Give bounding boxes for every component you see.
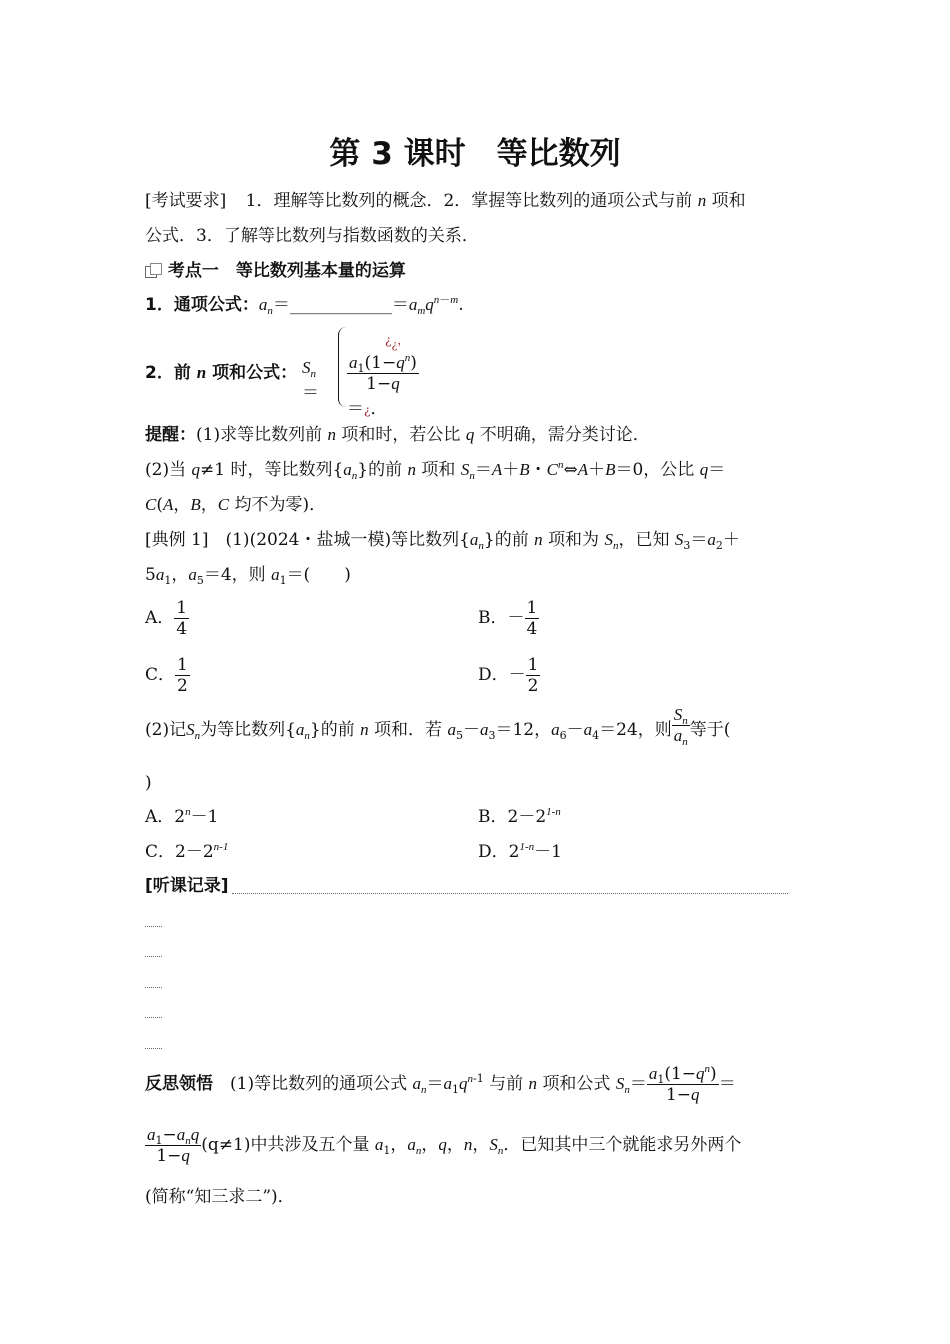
reflection-line-3: (简称“知三求二”)．	[145, 1187, 295, 1207]
reminder-3: C(A，B，C 均不为零)．	[145, 495, 327, 515]
requirements-line-2: 公式．3．了解等比数列与指数函数的关系．	[145, 226, 479, 246]
requirements-line-1: [考试要求] 1．理解等比数列的概念．2．掌握等比数列的通项公式与前 n 项和	[145, 191, 746, 211]
example-q2-close: )	[145, 773, 152, 793]
reminder-2: (2)当 q≠1 时，等比数列$\{a_n\}$的前 n 项和 $S_n=A+B$・$C^n\Leftrightarrow A+B=0$，公比 q＝	[145, 459, 726, 482]
choice-d-2[interactable]: D．$2^{1-n}-1$	[478, 841, 562, 862]
notes-line-1[interactable]	[232, 893, 788, 894]
example-q1: [典例 1] (1)(2024・盐城一模)等比数列$\{a_n\}$的前 n 项和为 $S_n$，已知 $S_3=a_2+$	[145, 530, 740, 552]
choice-a-2[interactable]: A．$2^n-1$	[145, 806, 219, 827]
choice-c-2[interactable]: C．$2-2^{n-1}$	[145, 841, 229, 862]
notes-line-5[interactable]	[145, 1017, 162, 1018]
notes-line-6[interactable]	[145, 1048, 162, 1049]
section-icon	[145, 263, 162, 278]
formula-general-term: 1．通项公式：$a_n=\_\_\_\_\_\_\_\_\_\_\_\_=a_mq^{n-m}$.	[145, 293, 464, 317]
choice-b-1[interactable]: B．－ $\frac{1}{4}$	[478, 598, 538, 639]
requirements-tag: [考试要求]	[145, 191, 227, 211]
choice-c-1[interactable]: C． $\frac{1}{2}$	[145, 655, 188, 696]
choice-a-1[interactable]: A． $\frac{1}{4}$	[145, 598, 188, 639]
choice-b-2[interactable]: B．$2-2^{1-n}$	[478, 806, 561, 827]
notes-line-3[interactable]	[145, 956, 162, 957]
brace	[338, 327, 347, 407]
reflection-line-2: $\frac{a_1-a_nq}{1-q}$ (q≠1)中共涉及五个量 $a_1$，$a_n$，q，n，$S_n$．已知其中三个就能求另外两个	[147, 1125, 742, 1166]
example-q2: (2)记$S_n$为等比数列$\{a_n\}$的前 n 项和．若 $a_5-a_3=12$，$a_6-a_4=24$，则 $\frac{S_n}{a_n}$ 等于(	[145, 705, 731, 748]
notes-line-4[interactable]	[145, 987, 162, 988]
notes-line-2[interactable]	[145, 926, 162, 927]
reminder-1: 提醒：(1)求等比数列前 n 项和时，若公比 q 不明确，需分类讨论．	[145, 425, 650, 445]
reflection-line-1: 反思领悟 (1)等比数列的通项公式 $a_n=a_1q^{n-1}$ 与前 n 项和公式 $S_n=$ $\frac{a_1(1-q^n)}{1-q}$ ＝	[145, 1063, 736, 1105]
page-title: 第 3 课时 等比数列	[329, 136, 621, 172]
example-q1-line2: $5a_1$，$a_5=4$，则 $a_1=$( )	[145, 565, 351, 587]
notes-label: [听课记录]	[145, 876, 229, 896]
choice-d-1[interactable]: D．－ $\frac{1}{2}$	[478, 655, 539, 696]
section-heading: 考点一 等比数列基本量的运算	[145, 260, 406, 282]
